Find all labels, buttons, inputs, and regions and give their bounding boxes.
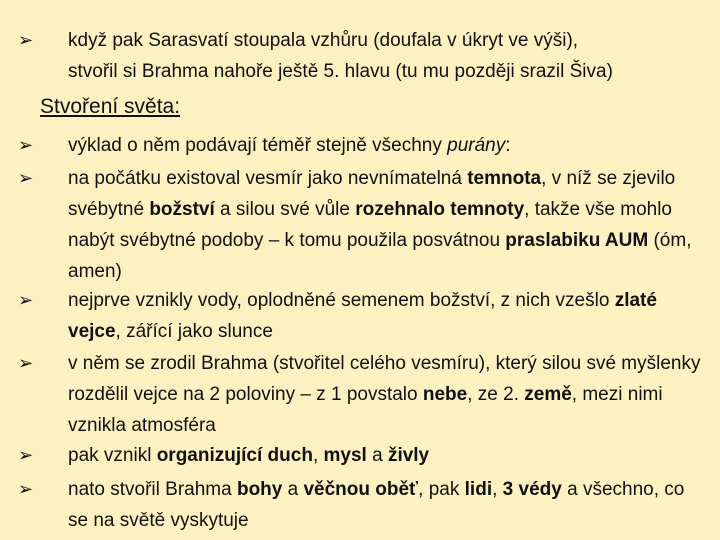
list-item — [18, 163, 708, 287]
intro-line-1: když pak Sarasvatí stoupala vzhůru (doufala v úkryt ve výši), — [68, 30, 579, 51]
intro-bullet — [18, 25, 708, 87]
intro-line-2: stvořil si Brahma nahoře ještě 5. hlavu (tu mu později srazil Šiva) — [68, 61, 613, 82]
arrowhead-bullet-icon: ➢ — [18, 168, 34, 188]
list-item — [18, 130, 708, 161]
list-item — [18, 285, 708, 347]
list-item — [18, 440, 708, 471]
list-item-text: nejprve vznikly vody, oplodněné semenem božství, z nich vzešlo zlaté vejce, zářící jako slunce — [68, 290, 657, 342]
list-item-text: pak vznikl organizující duch, mysl a živly — [68, 445, 430, 466]
list-item — [18, 348, 708, 441]
list-item-text: výklad o něm podávají téměř stejně všechny purány: — [68, 135, 511, 156]
arrowhead-bullet-icon: ➢ — [18, 479, 34, 499]
arrowhead-bullet-icon: ➢ — [18, 353, 34, 373]
arrowhead-bullet-icon: ➢ — [18, 445, 34, 465]
arrowhead-bullet-icon: ➢ — [18, 290, 34, 310]
list-item-text: nato stvořil Brahma bohy a věčnou oběť, pak lidi, 3 védy a všechno, co se na světě vyskytuje — [68, 479, 685, 531]
list-item — [18, 474, 708, 536]
arrowhead-bullet-icon: ➢ — [18, 30, 34, 50]
section-heading: Stvoření světa: — [40, 95, 181, 118]
list-item-text: v něm se zrodil Brahma (stvořitel celého vesmíru), který silou své myšlenky rozdělil vejce na 2 poloviny – z 1 povstalo nebe, ze 2. země, mezi nimi vznikla atmosféra — [68, 353, 701, 436]
list-item-text: na počátku existoval vesmír jako nevnímatelná temnota, v níž se zjevilo svébytné božství a silou své vůle rozehnalo temnoty, takže vše mohlo nabýt svébytné podoby – k tomu použila posvátnou praslabiku AUM (óm, amen) — [68, 168, 692, 282]
arrowhead-bullet-icon: ➢ — [18, 135, 34, 155]
